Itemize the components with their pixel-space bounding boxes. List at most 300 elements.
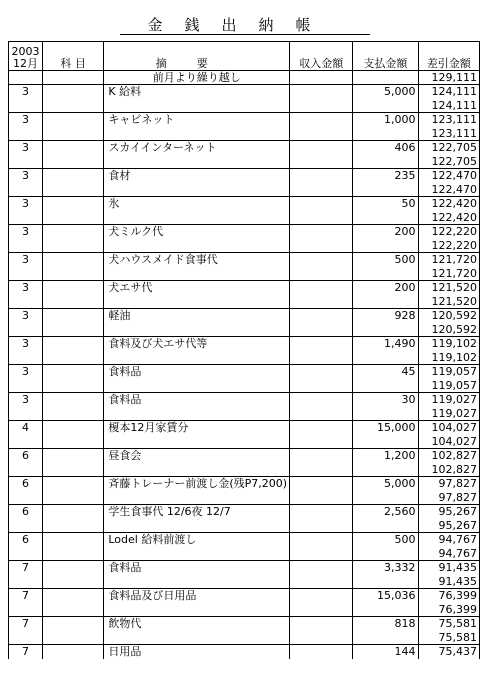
running-balance-row	[9, 183, 480, 197]
description-cell: キャビネット	[104, 113, 290, 128]
account-cell	[42, 113, 103, 128]
income-cell	[290, 225, 353, 240]
entry-row	[9, 141, 480, 156]
empty-cell	[353, 491, 418, 505]
day-cell: 3	[9, 281, 43, 296]
empty-cell	[9, 435, 43, 449]
day-cell: 3	[9, 113, 43, 128]
day-cell: 3	[9, 393, 43, 408]
entry-row	[9, 589, 480, 604]
empty-cell	[9, 127, 43, 141]
empty-cell	[42, 463, 103, 477]
description-cell: 犬エサ代	[104, 281, 290, 296]
running-balance-row	[9, 463, 480, 477]
running-balance-row	[9, 99, 480, 113]
description-cell: 飲物代	[104, 617, 290, 632]
balance-cell: 95,267	[418, 505, 479, 520]
entry-row	[9, 197, 480, 212]
title-underline	[120, 34, 370, 35]
carry-day-cell	[9, 71, 43, 85]
description-cell: 斉藤トレーナー前渡し金(残P7,200)	[104, 477, 290, 492]
balance-cell: 75,581	[418, 617, 479, 632]
empty-cell	[290, 295, 353, 309]
running-balance-row	[9, 267, 480, 281]
empty-cell	[353, 183, 418, 197]
entry-row	[9, 561, 480, 576]
balance-cell: 94,767	[418, 533, 479, 548]
account-cell	[42, 365, 103, 380]
balance-cell: 122,705	[418, 141, 479, 156]
carry-account-cell	[42, 71, 103, 85]
running-balance-row	[9, 631, 480, 645]
empty-cell	[42, 631, 103, 645]
carry-income-cell	[290, 71, 353, 85]
empty-cell	[9, 379, 43, 393]
running-balance-cell: 119,057	[418, 379, 479, 393]
payment-cell: 500	[353, 533, 418, 548]
payment-cell: 928	[353, 309, 418, 324]
day-cell: 6	[9, 533, 43, 548]
income-cell	[290, 141, 353, 156]
empty-cell	[42, 379, 103, 393]
account-cell	[42, 561, 103, 576]
entry-row	[9, 225, 480, 240]
payment-header: 支払金額	[353, 42, 418, 71]
entry-row	[9, 337, 480, 352]
description-cell: K 給料	[104, 85, 290, 100]
balance-cell: 121,520	[418, 281, 479, 296]
empty-cell	[42, 491, 103, 505]
empty-cell	[290, 603, 353, 617]
balance-cell: 124,111	[418, 85, 479, 100]
empty-cell	[9, 155, 43, 169]
income-header: 収入金額	[290, 42, 353, 71]
balance-cell: 104,027	[418, 421, 479, 436]
empty-cell	[9, 99, 43, 113]
running-balance-cell: 119,027	[418, 407, 479, 421]
entry-row	[9, 449, 480, 464]
empty-cell	[104, 239, 290, 253]
running-balance-cell: 124,111	[418, 99, 479, 113]
empty-cell	[9, 351, 43, 365]
empty-cell	[353, 575, 418, 589]
payment-cell: 5,000	[353, 477, 418, 492]
empty-cell	[42, 603, 103, 617]
running-balance-cell: 123,111	[418, 127, 479, 141]
empty-cell	[9, 295, 43, 309]
description-cell: 食料品	[104, 365, 290, 380]
empty-cell	[42, 547, 103, 561]
empty-cell	[353, 267, 418, 281]
running-balance-cell: 120,592	[418, 323, 479, 337]
empty-cell	[353, 323, 418, 337]
empty-cell	[353, 155, 418, 169]
running-balance-row	[9, 575, 480, 589]
balance-cell: 122,220	[418, 225, 479, 240]
payment-cell: 1,000	[353, 113, 418, 128]
description-cell: 食料品	[104, 561, 290, 576]
balance-cell: 121,720	[418, 253, 479, 268]
empty-cell	[353, 295, 418, 309]
year-label: 2003	[11, 45, 40, 58]
day-cell: 3	[9, 337, 43, 352]
account-cell	[42, 421, 103, 436]
day-cell: 3	[9, 309, 43, 324]
payment-cell: 15,000	[353, 421, 418, 436]
account-cell	[42, 645, 103, 660]
payment-cell: 200	[353, 281, 418, 296]
carry-forward-row	[9, 71, 480, 85]
empty-cell	[290, 379, 353, 393]
account-cell	[42, 337, 103, 352]
empty-cell	[9, 519, 43, 533]
empty-cell	[290, 127, 353, 141]
empty-cell	[9, 183, 43, 197]
empty-cell	[290, 211, 353, 225]
running-balance-cell: 97,827	[418, 491, 479, 505]
empty-cell	[104, 183, 290, 197]
account-cell	[42, 197, 103, 212]
carry-forward-balance: 129,111	[418, 71, 479, 85]
empty-cell	[290, 435, 353, 449]
entry-row	[9, 393, 480, 408]
empty-cell	[290, 575, 353, 589]
day-cell: 7	[9, 617, 43, 632]
empty-cell	[42, 155, 103, 169]
account-cell	[42, 253, 103, 268]
entry-row	[9, 253, 480, 268]
empty-cell	[9, 491, 43, 505]
empty-cell	[290, 267, 353, 281]
income-cell	[290, 337, 353, 352]
running-balance-row	[9, 295, 480, 309]
payment-cell: 45	[353, 365, 418, 380]
empty-cell	[290, 519, 353, 533]
day-cell: 3	[9, 365, 43, 380]
day-cell: 3	[9, 141, 43, 156]
income-cell	[290, 505, 353, 520]
payment-cell: 1,200	[353, 449, 418, 464]
empty-cell	[104, 379, 290, 393]
empty-cell	[104, 155, 290, 169]
running-balance-row	[9, 547, 480, 561]
payment-cell: 200	[353, 225, 418, 240]
empty-cell	[353, 351, 418, 365]
empty-cell	[42, 239, 103, 253]
empty-cell	[290, 99, 353, 113]
day-cell: 3	[9, 253, 43, 268]
running-balance-row	[9, 127, 480, 141]
description-header-left: 摘	[155, 57, 197, 70]
empty-cell	[353, 127, 418, 141]
running-balance-cell: 122,420	[418, 211, 479, 225]
empty-cell	[42, 435, 103, 449]
running-balance-cell: 122,220	[418, 239, 479, 253]
income-cell	[290, 393, 353, 408]
payment-cell: 5,000	[353, 85, 418, 100]
description-cell: 氷	[104, 197, 290, 212]
empty-cell	[290, 463, 353, 477]
account-cell	[42, 533, 103, 548]
empty-cell	[104, 323, 290, 337]
running-balance-cell: 91,435	[418, 575, 479, 589]
entry-row	[9, 85, 480, 100]
income-cell	[290, 477, 353, 492]
description-cell: 昼食会	[104, 449, 290, 464]
running-balance-row	[9, 603, 480, 617]
empty-cell	[104, 351, 290, 365]
empty-cell	[290, 407, 353, 421]
empty-cell	[42, 267, 103, 281]
description-cell: 犬ミルク代	[104, 225, 290, 240]
empty-cell	[353, 547, 418, 561]
running-balance-cell: 75,581	[418, 631, 479, 645]
income-cell	[290, 449, 353, 464]
payment-cell: 235	[353, 169, 418, 184]
income-cell	[290, 645, 353, 660]
entry-row	[9, 281, 480, 296]
empty-cell	[104, 463, 290, 477]
entry-row	[9, 169, 480, 184]
running-balance-cell: 122,470	[418, 183, 479, 197]
account-cell	[42, 617, 103, 632]
day-cell: 7	[9, 561, 43, 576]
income-cell	[290, 113, 353, 128]
balance-cell: 97,827	[418, 477, 479, 492]
empty-cell	[42, 575, 103, 589]
empty-cell	[104, 99, 290, 113]
payment-cell: 30	[353, 393, 418, 408]
income-cell	[290, 281, 353, 296]
empty-cell	[353, 211, 418, 225]
ledger-title: 金銭出納帳	[147, 16, 333, 34]
entry-row	[9, 113, 480, 128]
income-cell	[290, 85, 353, 100]
balance-cell: 102,827	[418, 449, 479, 464]
description-header	[104, 42, 290, 71]
running-balance-row	[9, 239, 480, 253]
balance-cell: 123,111	[418, 113, 479, 128]
income-cell	[290, 589, 353, 604]
balance-cell: 76,399	[418, 589, 479, 604]
empty-cell	[42, 211, 103, 225]
account-cell	[42, 309, 103, 324]
description-cell: 軽油	[104, 309, 290, 324]
running-balance-row	[9, 491, 480, 505]
empty-cell	[104, 435, 290, 449]
payment-cell: 2,560	[353, 505, 418, 520]
description-cell: 学生食事代 12/6夜 12/7	[104, 505, 290, 520]
account-cell	[42, 141, 103, 156]
running-balance-row	[9, 211, 480, 225]
empty-cell	[104, 603, 290, 617]
payment-cell: 818	[353, 617, 418, 632]
entry-row	[9, 365, 480, 380]
account-cell	[42, 477, 103, 492]
description-cell: 食料品	[104, 393, 290, 408]
running-balance-row	[9, 435, 480, 449]
empty-cell	[9, 323, 43, 337]
account-cell	[42, 225, 103, 240]
empty-cell	[42, 519, 103, 533]
empty-cell	[290, 351, 353, 365]
empty-cell	[353, 463, 418, 477]
description-cell: 食材	[104, 169, 290, 184]
income-cell	[290, 169, 353, 184]
income-cell	[290, 365, 353, 380]
payment-cell: 500	[353, 253, 418, 268]
empty-cell	[9, 547, 43, 561]
empty-cell	[42, 127, 103, 141]
empty-cell	[104, 519, 290, 533]
income-cell	[290, 253, 353, 268]
day-cell: 6	[9, 449, 43, 464]
empty-cell	[9, 603, 43, 617]
empty-cell	[353, 99, 418, 113]
running-balance-cell: 121,520	[418, 295, 479, 309]
running-balance-row	[9, 407, 480, 421]
balance-cell: 119,027	[418, 393, 479, 408]
account-header: 科 目	[42, 42, 103, 71]
empty-cell	[9, 211, 43, 225]
empty-cell	[42, 351, 103, 365]
entry-row	[9, 645, 480, 660]
running-balance-cell: 104,027	[418, 435, 479, 449]
empty-cell	[290, 323, 353, 337]
empty-cell	[104, 631, 290, 645]
payment-cell: 3,332	[353, 561, 418, 576]
income-cell	[290, 197, 353, 212]
running-balance-cell: 94,767	[418, 547, 479, 561]
empty-cell	[104, 547, 290, 561]
empty-cell	[290, 183, 353, 197]
description-cell: 日用品	[104, 645, 290, 660]
empty-cell	[42, 99, 103, 113]
carry-forward-label: 前月より繰り越し	[104, 71, 290, 85]
account-cell	[42, 393, 103, 408]
empty-cell	[104, 267, 290, 281]
account-cell	[42, 589, 103, 604]
entry-row	[9, 309, 480, 324]
empty-cell	[42, 323, 103, 337]
empty-cell	[290, 631, 353, 645]
balance-cell: 119,057	[418, 365, 479, 380]
empty-cell	[290, 239, 353, 253]
header-row	[9, 42, 480, 71]
entry-row	[9, 617, 480, 632]
running-balance-cell: 121,720	[418, 267, 479, 281]
payment-cell: 50	[353, 197, 418, 212]
empty-cell	[9, 631, 43, 645]
empty-cell	[353, 631, 418, 645]
description-cell: 榎本12月家賃分	[104, 421, 290, 436]
income-cell	[290, 561, 353, 576]
entry-row	[9, 505, 480, 520]
month-label: 12月	[12, 57, 38, 70]
empty-cell	[9, 463, 43, 477]
cash-ledger-table	[8, 41, 480, 659]
account-cell	[42, 449, 103, 464]
empty-cell	[104, 575, 290, 589]
description-cell: スカイインターネット	[104, 141, 290, 156]
description-cell: Lodel 給料前渡し	[104, 533, 290, 548]
day-cell: 3	[9, 197, 43, 212]
balance-header: 差引金額	[418, 42, 479, 71]
empty-cell	[104, 295, 290, 309]
empty-cell	[353, 519, 418, 533]
balance-cell: 122,470	[418, 169, 479, 184]
entry-row	[9, 421, 480, 436]
account-cell	[42, 505, 103, 520]
description-cell: 犬ハウスメイド食事代	[104, 253, 290, 268]
empty-cell	[9, 239, 43, 253]
empty-cell	[9, 267, 43, 281]
empty-cell	[42, 407, 103, 421]
empty-cell	[104, 127, 290, 141]
description-header-right: 要	[196, 57, 238, 70]
running-balance-row	[9, 519, 480, 533]
running-balance-row	[9, 155, 480, 169]
running-balance-cell: 95,267	[418, 519, 479, 533]
payment-cell: 15,036	[353, 589, 418, 604]
payment-cell: 406	[353, 141, 418, 156]
empty-cell	[42, 183, 103, 197]
account-cell	[42, 169, 103, 184]
description-cell: 食料品及び日用品	[104, 589, 290, 604]
empty-cell	[104, 407, 290, 421]
empty-cell	[290, 547, 353, 561]
payment-cell: 1,490	[353, 337, 418, 352]
empty-cell	[353, 435, 418, 449]
running-balance-cell: 119,102	[418, 351, 479, 365]
empty-cell	[104, 211, 290, 225]
day-cell: 3	[9, 225, 43, 240]
empty-cell	[353, 407, 418, 421]
income-cell	[290, 533, 353, 548]
account-cell	[42, 85, 103, 100]
account-cell	[42, 281, 103, 296]
running-balance-cell: 76,399	[418, 603, 479, 617]
day-cell: 7	[9, 645, 43, 660]
empty-cell	[353, 239, 418, 253]
running-balance-cell: 102,827	[418, 463, 479, 477]
empty-cell	[9, 407, 43, 421]
day-cell: 7	[9, 589, 43, 604]
empty-cell	[353, 603, 418, 617]
entry-row	[9, 477, 480, 492]
running-balance-row	[9, 379, 480, 393]
running-balance-row	[9, 351, 480, 365]
entry-row	[9, 533, 480, 548]
balance-cell: 75,437	[418, 645, 479, 660]
income-cell	[290, 309, 353, 324]
date-header	[9, 42, 43, 71]
balance-cell: 120,592	[418, 309, 479, 324]
income-cell	[290, 421, 353, 436]
empty-cell	[104, 491, 290, 505]
day-cell: 6	[9, 477, 43, 492]
balance-cell: 119,102	[418, 337, 479, 352]
empty-cell	[353, 379, 418, 393]
running-balance-cell: 122,705	[418, 155, 479, 169]
description-cell: 食料及び犬エサ代等	[104, 337, 290, 352]
day-cell: 6	[9, 505, 43, 520]
running-balance-row	[9, 323, 480, 337]
day-cell: 3	[9, 169, 43, 184]
carry-payment-cell	[353, 71, 418, 85]
empty-cell	[290, 491, 353, 505]
balance-cell: 91,435	[418, 561, 479, 576]
